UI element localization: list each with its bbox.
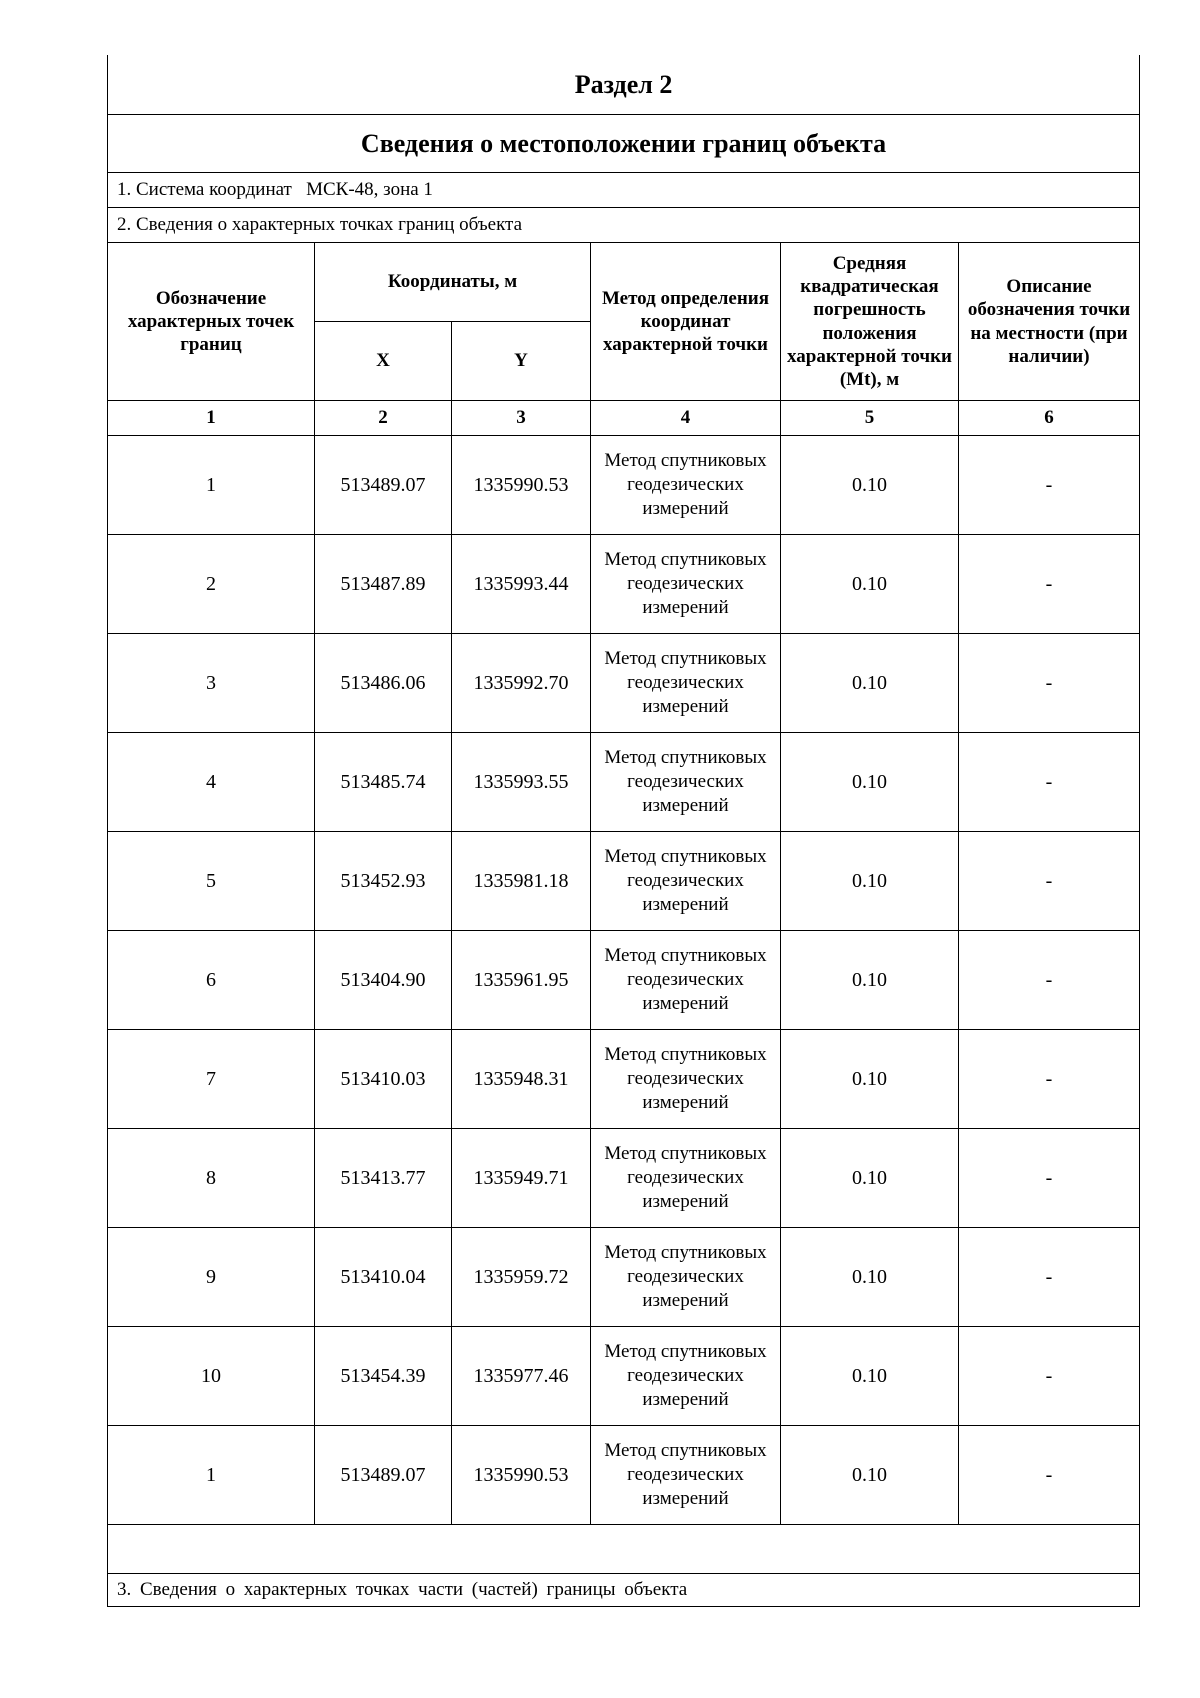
error-cell: 0.10 (781, 436, 959, 535)
point-cell: 6 (108, 931, 315, 1030)
table-row (108, 535, 1140, 634)
point-cell: 1 (108, 1426, 315, 1525)
header-method: Метод определения координат характерной точки (591, 243, 781, 401)
method-cell: Метод спутниковых геодезических измерений (591, 1327, 781, 1426)
y-coordinate-cell: 1335981.18 (452, 832, 591, 931)
x-coordinate-cell: 513489.07 (315, 1426, 452, 1525)
column-number: 5 (781, 401, 959, 436)
method-cell: Метод спутниковых геодезических измерений (591, 1228, 781, 1327)
column-number: 1 (108, 401, 315, 436)
column-number: 3 (452, 401, 591, 436)
table-row (108, 1327, 1140, 1426)
description-cell: - (959, 634, 1140, 733)
error-cell: 0.10 (781, 931, 959, 1030)
description-cell: - (959, 832, 1140, 931)
description-cell: - (959, 1228, 1140, 1327)
point-cell: 7 (108, 1030, 315, 1129)
method-cell: Метод спутниковых геодезических измерений (591, 733, 781, 832)
method-cell: Метод спутниковых геодезических измерений (591, 1129, 781, 1228)
section-title: Раздел 2 (108, 55, 1140, 115)
column-number: 4 (591, 401, 781, 436)
error-cell: 0.10 (781, 1426, 959, 1525)
x-coordinate-cell: 513486.06 (315, 634, 452, 733)
method-cell: Метод спутниковых геодезических измерений (591, 1030, 781, 1129)
y-coordinate-cell: 1335993.55 (452, 733, 591, 832)
y-coordinate-cell: 1335977.46 (452, 1327, 591, 1426)
y-coordinate-cell: 1335959.72 (452, 1228, 591, 1327)
x-coordinate-cell: 513487.89 (315, 535, 452, 634)
x-coordinate-cell: 513404.90 (315, 931, 452, 1030)
header-error: Средняя квадратическая погрешность положения характерной точки (Mt), м (781, 243, 959, 401)
column-number: 6 (959, 401, 1140, 436)
column-number: 2 (315, 401, 452, 436)
y-coordinate-cell: 1335961.95 (452, 931, 591, 1030)
table-row (108, 733, 1140, 832)
x-coordinate-cell: 513410.03 (315, 1030, 452, 1129)
method-cell: Метод спутниковых геодезических измерений (591, 535, 781, 634)
method-cell: Метод спутниковых геодезических измерений (591, 832, 781, 931)
coordinate-system-label: 1. Система координат (117, 179, 292, 200)
table-row (108, 1030, 1140, 1129)
description-cell: - (959, 1327, 1140, 1426)
method-cell: Метод спутниковых геодезических измерений (591, 1426, 781, 1525)
y-coordinate-cell: 1335949.71 (452, 1129, 591, 1228)
table-row (108, 1228, 1140, 1327)
method-cell: Метод спутниковых геодезических измерений (591, 931, 781, 1030)
x-coordinate-cell: 513413.77 (315, 1129, 452, 1228)
description-cell: - (959, 1030, 1140, 1129)
coordinate-system-row (108, 173, 1140, 208)
description-cell: - (959, 1129, 1140, 1228)
points-heading: 2. Сведения о характерных точках границ объекта (108, 208, 1140, 243)
point-cell: 9 (108, 1228, 315, 1327)
header-description: Описание обозначения точки на местности (при наличии) (959, 243, 1140, 401)
x-coordinate-cell: 513489.07 (315, 436, 452, 535)
y-coordinate-cell: 1335992.70 (452, 634, 591, 733)
y-coordinate-cell: 1335990.53 (452, 436, 591, 535)
x-coordinate-cell: 513485.74 (315, 733, 452, 832)
column-number-row (108, 401, 1140, 436)
y-coordinate-cell: 1335990.53 (452, 1426, 591, 1525)
error-cell: 0.10 (781, 1228, 959, 1327)
y-coordinate-cell: 1335948.31 (452, 1030, 591, 1129)
description-cell: - (959, 535, 1140, 634)
header-coordinates: Координаты, м (315, 243, 591, 322)
point-cell: 8 (108, 1129, 315, 1228)
coordinate-system-value: МСК-48, зона 1 (306, 179, 433, 200)
error-cell: 0.10 (781, 634, 959, 733)
x-coordinate-cell: 513454.39 (315, 1327, 452, 1426)
document-page (107, 55, 1139, 1607)
table-row (108, 1426, 1140, 1525)
error-cell: 0.10 (781, 1129, 959, 1228)
error-cell: 0.10 (781, 1030, 959, 1129)
point-cell: 3 (108, 634, 315, 733)
point-cell: 10 (108, 1327, 315, 1426)
point-cell: 2 (108, 535, 315, 634)
point-cell: 1 (108, 436, 315, 535)
table-row (108, 436, 1140, 535)
table-row (108, 1129, 1140, 1228)
method-cell: Метод спутниковых геодезических измерений (591, 436, 781, 535)
description-cell: - (959, 733, 1140, 832)
header-designation: Обозначение характерных точек границ (108, 243, 315, 401)
description-cell: - (959, 436, 1140, 535)
description-cell: - (959, 1426, 1140, 1525)
table-row (108, 634, 1140, 733)
method-cell: Метод спутниковых геодезических измерений (591, 634, 781, 733)
error-cell: 0.10 (781, 832, 959, 931)
point-cell: 5 (108, 832, 315, 931)
header-y: Y (452, 322, 591, 401)
boundary-table (107, 55, 1140, 1607)
empty-row (108, 1525, 1140, 1574)
table-row (108, 832, 1140, 931)
error-cell: 0.10 (781, 1327, 959, 1426)
description-cell: - (959, 931, 1140, 1030)
error-cell: 0.10 (781, 535, 959, 634)
table-row (108, 931, 1140, 1030)
y-coordinate-cell: 1335993.44 (452, 535, 591, 634)
document-subtitle: Сведения о местоположении границ объекта (108, 115, 1140, 173)
header-x: X (315, 322, 452, 401)
error-cell: 0.10 (781, 733, 959, 832)
x-coordinate-cell: 513452.93 (315, 832, 452, 931)
x-coordinate-cell: 513410.04 (315, 1228, 452, 1327)
parts-heading: 3. Сведения о характерных точках части (частей) границы объекта (108, 1574, 1140, 1607)
point-cell: 4 (108, 733, 315, 832)
